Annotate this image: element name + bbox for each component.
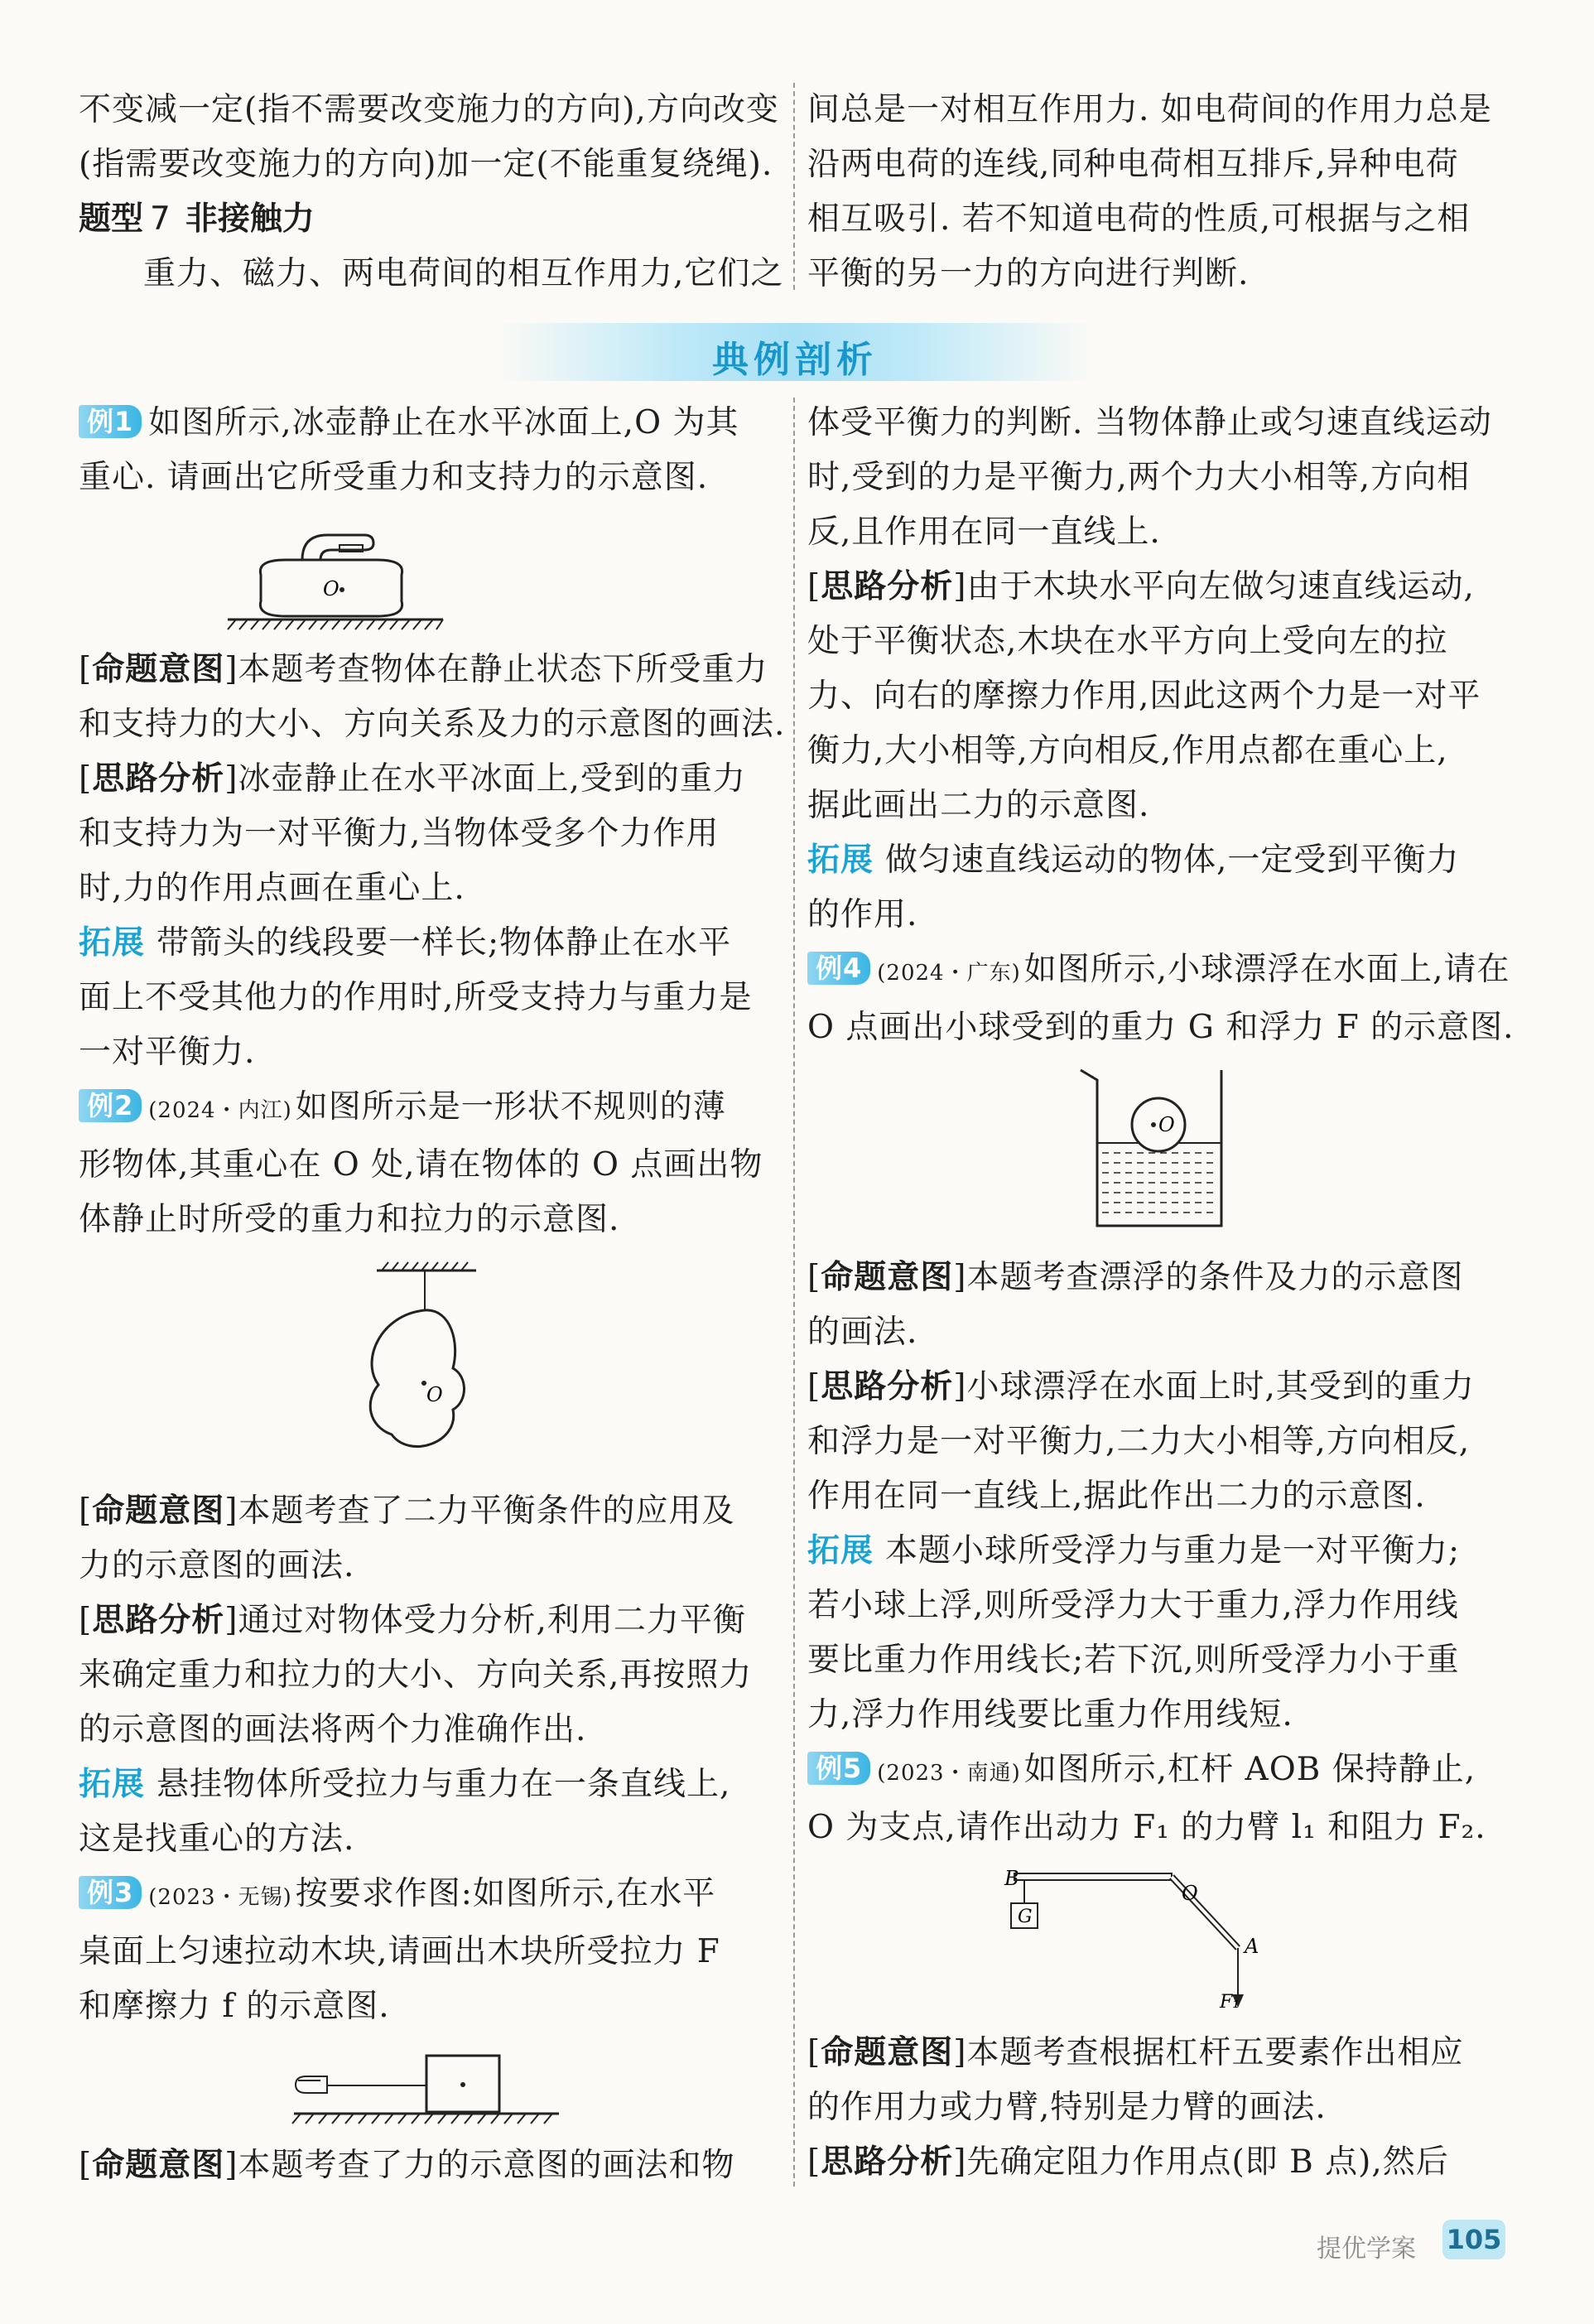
analysis-line: [思路分析]小球漂浮在水面上时,其受到的重力 <box>807 1368 1475 1405</box>
text-line: 不变减一定(指不需要改变施力的方向),方向改变 <box>79 91 779 128</box>
example-badge: 例2 <box>79 1089 142 1122</box>
text-line: 反,且作用在同一直线上. <box>807 513 1161 551</box>
text-line: (指需要改变施力的方向)加一定(不能重复绕绳). <box>79 146 773 183</box>
example-4-line: 例4 (2024・广东) 如图所示,小球漂浮在水面上,请在 <box>807 943 1503 1000</box>
text-line: 的画法. <box>807 1314 918 1351</box>
example-1-line: 例1 如图所示,冰壶静止在水平冰面上,O 为其 <box>79 396 774 451</box>
curling-stone-figure <box>79 510 774 638</box>
text-line: 和支持力为一对平衡力,当物体受多个力作用 <box>79 815 720 852</box>
analysis-line: [思路分析]通过对物体受力分析,利用二力平衡 <box>79 1602 746 1639</box>
text-line: 要比重力作用线长;若下沉,则所受浮力小于重 <box>807 1642 1460 1679</box>
example-5-line: 例5 (2023・南通) 如图所示,杠杆 AOB 保持静止, <box>807 1743 1503 1801</box>
text-line: 力的示意图的画法. <box>79 1547 355 1584</box>
extension-line: 拓展 带箭头的线段要一样长;物体静止在水平 <box>79 924 732 962</box>
intent-line: [命题意图]本题考查了力的示意图的画法和物 <box>79 2147 735 2184</box>
example-badge: 例5 <box>807 1752 870 1785</box>
example-badge: 例3 <box>79 1876 142 1909</box>
intent-line: [命题意图]本题考查了二力平衡条件的应用及 <box>79 1492 735 1530</box>
footer-brand: 提优学案 <box>1317 2235 1416 2264</box>
center-of-gravity-label: O <box>323 577 340 600</box>
text-line: 时,受到的力是平衡力,两个力大小相等,方向相 <box>807 459 1471 496</box>
text-line: 和支持力的大小、方向关系及力的示意图的画法. <box>79 706 786 743</box>
extension-line: 拓展 做匀速直线运动的物体,一定受到平衡力 <box>807 841 1460 879</box>
text-line: 这是找重心的方法. <box>79 1820 355 1858</box>
text-line: 时,力的作用点画在重心上. <box>79 870 465 907</box>
column-divider <box>793 83 795 290</box>
text-line: 形物体,其重心在 O 处,请在物体的 O 点画出物 <box>79 1146 763 1184</box>
section-banner <box>497 323 1093 381</box>
example-2-line: 例2 (2024・内江) 如图所示是一形状不规则的薄 <box>79 1080 774 1138</box>
type-number: 7 <box>150 200 171 238</box>
text-line: 力,浮力作用线要比重力作用线短. <box>807 1696 1293 1733</box>
text-line: 衡力,大小相等,方向相反,作用点都在重心上, <box>807 732 1448 769</box>
point-b-label: B <box>1004 1867 1019 1890</box>
analysis-line: [思路分析]由于木块水平向左做匀速直线运动, <box>807 568 1475 605</box>
type-label: 题型 <box>79 200 144 238</box>
weight-g-label: G <box>1018 1907 1033 1927</box>
text-line: 平衡的另一力的方向进行判断. <box>807 255 1250 292</box>
irregular-plate-figure <box>79 1252 774 1479</box>
text-line: 一对平衡力. <box>79 1034 256 1071</box>
extension-line: 拓展 悬挂物体所受拉力与重力在一条直线上, <box>79 1766 731 1803</box>
floating-ball-figure <box>807 1060 1503 1246</box>
example-badge: 例1 <box>79 405 142 438</box>
column-divider <box>793 398 795 2187</box>
text-line: 的作用力或力臂,特别是力臂的画法. <box>807 2089 1327 2126</box>
top-right-column <box>807 83 1503 301</box>
text-line: 沿两电荷的连线,同种电荷相互排斥,异种电荷 <box>807 146 1459 183</box>
pivot-o-label: O <box>1182 1882 1198 1905</box>
text-line: 若小球上浮,则所受浮力大于重力,浮力作用线 <box>807 1587 1459 1624</box>
lever-figure <box>807 1860 1503 2021</box>
text-line: 处于平衡状态,木块在水平方向上受向左的拉 <box>807 623 1448 660</box>
text-line: O 为支点,请作出动力 F₁ 的力臂 l₁ 和阻力 F₂. <box>807 1809 1486 1846</box>
text-line: 面上不受其他力的作用时,所受支持力与重力是 <box>79 979 753 1016</box>
section-title: 典例剖析 <box>712 339 878 381</box>
text-line: 作用在同一直线上,据此作出二力的示意图. <box>807 1478 1426 1515</box>
extension-line: 拓展 本题小球所受浮力与重力是一对平衡力; <box>807 1532 1461 1569</box>
analysis-line: [思路分析]冰壶静止在水平冰面上,受到的重力 <box>79 760 746 798</box>
intent-line: [命题意图]本题考查漂浮的条件及力的示意图 <box>807 1259 1464 1296</box>
text-line: 重心. 请画出它所受重力和支持力的示意图. <box>79 459 709 496</box>
example-badge: 例4 <box>807 952 870 985</box>
text-line: 体受平衡力的判断. 当物体静止或匀速直线运动 <box>807 404 1492 441</box>
page-number: 105 <box>1442 2220 1505 2259</box>
center-of-gravity-label: O <box>426 1383 443 1406</box>
text-line: 和浮力是一对平衡力,二力大小相等,方向相反, <box>807 1423 1471 1460</box>
type7-heading <box>79 192 774 247</box>
text-line: 据此画出二力的示意图. <box>807 787 1150 824</box>
text-line: 桌面上匀速拉动木块,请画出木块所受拉力 F <box>79 1933 720 1970</box>
text-line: 来确定重力和拉力的大小、方向关系,再按照力 <box>79 1656 753 1694</box>
type-title: 非接触力 <box>185 200 315 238</box>
text-line: 重力、磁力、两电荷间的相互作用力,它们之 <box>143 255 784 292</box>
top-left-column <box>79 83 784 301</box>
block-pull-figure <box>79 2039 774 2134</box>
text-line: 体静止时所受的重力和拉力的示意图. <box>79 1201 620 1238</box>
force-f1-label: F₁ <box>1220 1992 1240 2013</box>
center-label: O <box>1158 1113 1175 1136</box>
intent-line: [命题意图]本题考查物体在静止状态下所受重力 <box>79 651 768 688</box>
right-column <box>807 396 1515 2190</box>
text-line: 的作用. <box>807 896 918 933</box>
text-line: 间总是一对相互作用力. 如电荷间的作用力总是 <box>807 91 1492 128</box>
text-line: 力、向右的摩擦力作用,因此这两个力是一对平 <box>807 677 1481 715</box>
text-line: 相互吸引. 若不知道电荷的性质,可根据与之相 <box>807 200 1471 238</box>
point-a-label: A <box>1245 1935 1259 1958</box>
text-line: 和摩擦力 f 的示意图. <box>79 1988 390 2025</box>
intent-line: [命题意图]本题考查根据杠杆五要素作出相应 <box>807 2034 1464 2071</box>
left-column <box>79 396 786 2193</box>
analysis-line: [思路分析]先确定阻力作用点(即 B 点),然后 <box>807 2143 1449 2181</box>
example-3-line: 例3 (2023・无锡) 按要求作图:如图所示,在水平 <box>79 1867 774 1925</box>
text-line: O 点画出小球受到的重力 G 和浮力 F 的示意图. <box>807 1009 1515 1046</box>
text-line: 的示意图的画法将两个力准确作出. <box>79 1711 587 1748</box>
